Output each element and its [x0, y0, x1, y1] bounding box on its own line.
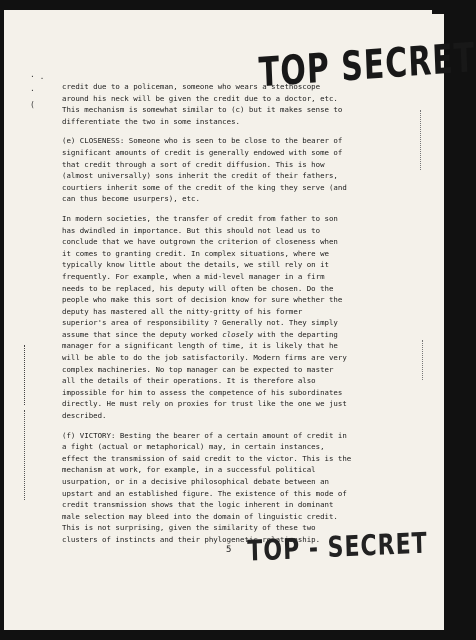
paragraph-victory: (f) VICTORY: Besting the bearer of a certain amount of credit in a fight (actual or metaphorical) may, in certain instances, effect the transmission of said credit to the victor. This is the mechanism at work, for example, in a successful political usurpation, or in a decisive philosophical debate between an upstart and an established figure. The existence of this mode of credit transmission shows that the logic inherent in dominant male selection may bleed into the domain of linguistic credit. This is not surprising, given the similarity of these two clusters of instincts and their phylogenetic relationship.: [62, 430, 352, 544]
emphasis: closely: [222, 329, 254, 339]
document-body: [62, 81, 442, 554]
left-margin-marks: [24, 345, 27, 405]
margin-marks: · . · (: [30, 72, 45, 109]
text-span: In modern societies, the transfer of credit from father to son has dwindled in importance. But this should not lead us to conclude that we have outgrown the criterion of closeness when it comes to granting credit. In complex situations, where we typically know little about the details, we still rely on it frequently. For example, when a mid-level manager in a firm needs to be replaced, his deputy will often be chosen. Do the people who make this sort of decision know for sure whether the deputy has mastered all the nitty-gritty of his former superior's area of responsibility ? Generally not. They simply assume that since the deputy worked: [62, 213, 343, 339]
left-margin-marks-lower: [24, 410, 27, 500]
paragraph-closeness: (e) CLOSENESS: Someone who is seen to be close to the bearer of significant amounts of credit is generally endowed with some of that credit through a sort of credit diffusion. This is how (almost universally) sons inherit the credit of their fathers, courtiers inherit some of the credit of the king they serve (and can thus become usurpers), etc.: [62, 136, 347, 204]
footer-secret-stamp: TOP - SECRET: [247, 527, 429, 569]
paragraph-modern-societies: [62, 213, 442, 422]
page-number: 5: [226, 545, 232, 555]
paragraph: credit due to a policeman, someone who wears a stethoscope around his neck will be given the credit due to a doctor, etc. This mechanism is somewhat similar to (c) but it makes sense to differentiate the two in some instances.: [62, 82, 343, 126]
corner-mark: [432, 0, 452, 14]
top-secret-stamp: TOP SECRET: [258, 34, 476, 98]
text-span: with the departing manager for a significant length of time, it is likely that he will be able to do the job satisfactorily. Modern firms are very complex machineries. No top manager can be expected to master all the details of their operations. It is therefore also impossible for him to assess the competence of his subordinates directly. He must rely on proxies for trust like the one we just described.: [62, 329, 347, 421]
